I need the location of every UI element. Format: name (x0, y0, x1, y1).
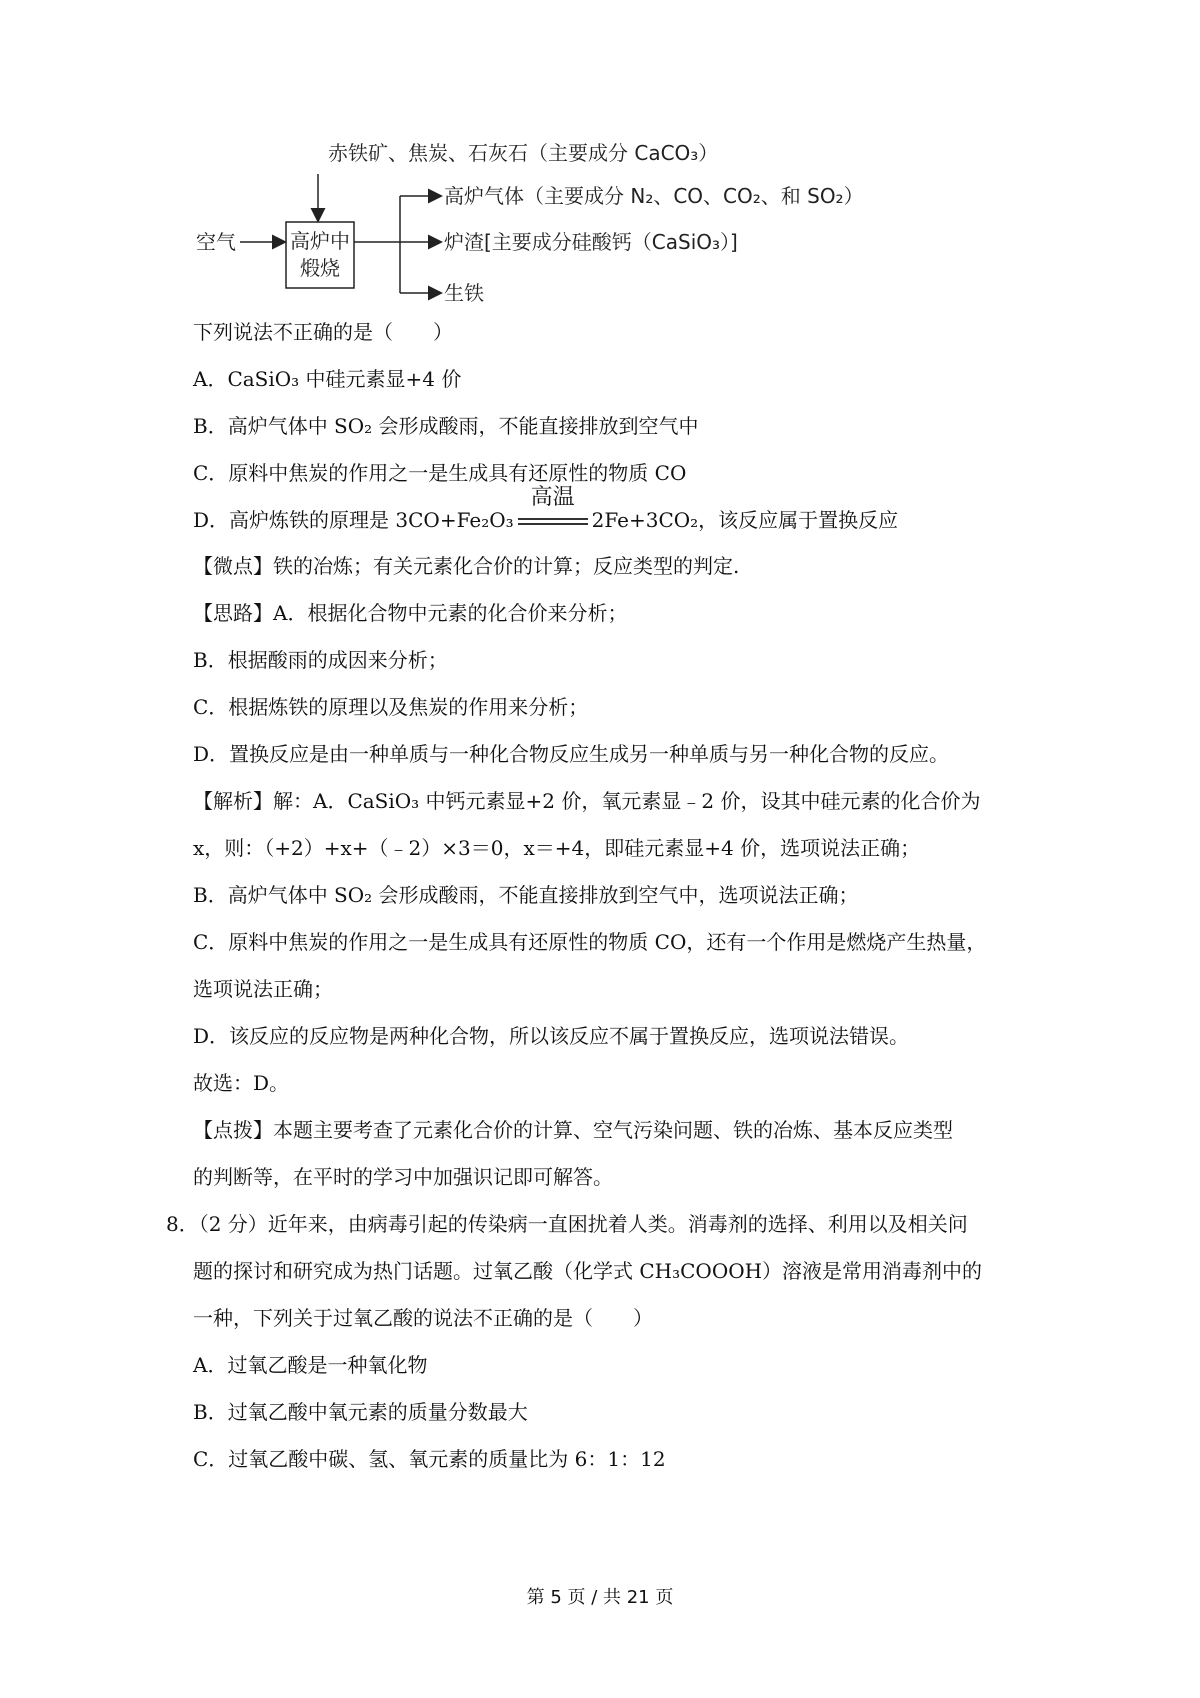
q7-option-d-products: 2Fe+3CO₂，该反应属于置换反应 (591, 508, 899, 532)
q8-stem-line1: 8．（2 分）近年来，由病毒引起的传染病一直困扰着人类。消毒剂的选择、利用以及相关问 (166, 1212, 968, 1236)
q8-option-c: C．过氧乙酸中碳、氢、氧元素的质量比为 6：1：12 (193, 1447, 666, 1471)
q7-jiexi-d: D．该反应的反应物是两种化合物，所以该反应不属于置换反应，选项说法错误。 (193, 1024, 910, 1048)
q7-jiexi-line2: x，则：（+2）+x+（﹣2）×3＝0，x＝+4，即硅元素显+4 价，选项说法正确； (193, 836, 921, 860)
reaction-condition-label: 高温 (530, 485, 575, 510)
q7-option-a: A．CaSiO₃ 中硅元素显+4 价 (193, 367, 462, 391)
q7-jiexi-c-line1: C．原料中焦炭的作用之一是生成具有还原性的物质 CO，还有一个作用是燃烧产生热量， (193, 930, 987, 954)
q7-jiexi-line1: 【解析】解：A．CaSiO₃ 中钙元素显+2 价，氧元素显﹣2 价，设其中硅元素的化合价为 (193, 789, 981, 813)
gas-output-label: 高炉气体（主要成分 N₂、CO、CO₂、和 SO₂） (444, 184, 864, 208)
page-footer: 第 5 页 / 共 21 页 (526, 1587, 674, 1608)
q7-jiexi-c-line2: 选项说法正确； (193, 977, 333, 1001)
q7-jiexi-b: B．高炉气体中 SO₂ 会形成酸雨，不能直接排放到空气中，选项说法正确； (193, 883, 859, 907)
q7-weidian: 【微点】铁的冶炼；有关元素化合价的计算；反应类型的判定. (193, 554, 740, 578)
slag-output-label: 炉渣[主要成分硅酸钙（CaSiO₃）] (444, 230, 738, 254)
furnace-label-line1: 高炉中 (290, 229, 350, 253)
raw-materials-label: 赤铁矿、焦炭、石灰石（主要成分 CaCO₃） (328, 141, 719, 165)
q7-silu-d: D．置换反应是由一种单质与一种化合物反应生成另一种单质与另一种化合物的反应。 (193, 742, 950, 766)
air-label: 空气 (196, 230, 236, 254)
equals-bar-top (518, 518, 588, 520)
q7-silu-b: B．根据酸雨的成因来分析； (193, 648, 448, 672)
q7-option-d-reactants: D．高炉炼铁的原理是 3CO+Fe₂O₃ (193, 508, 514, 532)
q7-dianbo-line2: 的判断等，在平时的学习中加强识记即可解答。 (193, 1165, 613, 1189)
q7-silu-c: C．根据炼铁的原理以及焦炭的作用来分析； (193, 695, 589, 719)
iron-output-label: 生铁 (444, 281, 484, 305)
q7-option-d (193, 485, 899, 534)
q7-option-b: B．高炉气体中 SO₂ 会形成酸雨，不能直接排放到空气中 (193, 414, 699, 438)
furnace-label-line2: 煅烧 (300, 256, 340, 280)
q7-answer: 故选：D。 (193, 1071, 290, 1095)
q8-option-a: A．过氧乙酸是一种氧化物 (193, 1353, 428, 1377)
q8-stem-line2: 题的探讨和研究成为热门话题。过氧乙酸（化学式 CH₃COOOH）溶液是常用消毒剂中的 (193, 1259, 983, 1283)
q7-option-c: C．原料中焦炭的作用之一是生成具有还原性的物质 CO (193, 461, 687, 485)
reaction-condition (514, 485, 592, 534)
q8-stem-line3: 一种，下列关于过氧乙酸的说法不正确的是（ ） (193, 1306, 653, 1330)
blast-furnace-diagram (190, 140, 910, 340)
q8-option-b: B．过氧乙酸中氧元素的质量分数最大 (193, 1400, 528, 1424)
equals-bar-bottom (518, 523, 588, 525)
q7-stem: 下列说法不正确的是（ ） (193, 320, 453, 344)
q7-silu-a: 【思路】A．根据化合物中元素的化合价来分析； (193, 601, 628, 625)
q7-dianbo-line1: 【点拨】本题主要考查了元素化合价的计算、空气污染问题、铁的冶炼、基本反应类型 (193, 1118, 953, 1142)
